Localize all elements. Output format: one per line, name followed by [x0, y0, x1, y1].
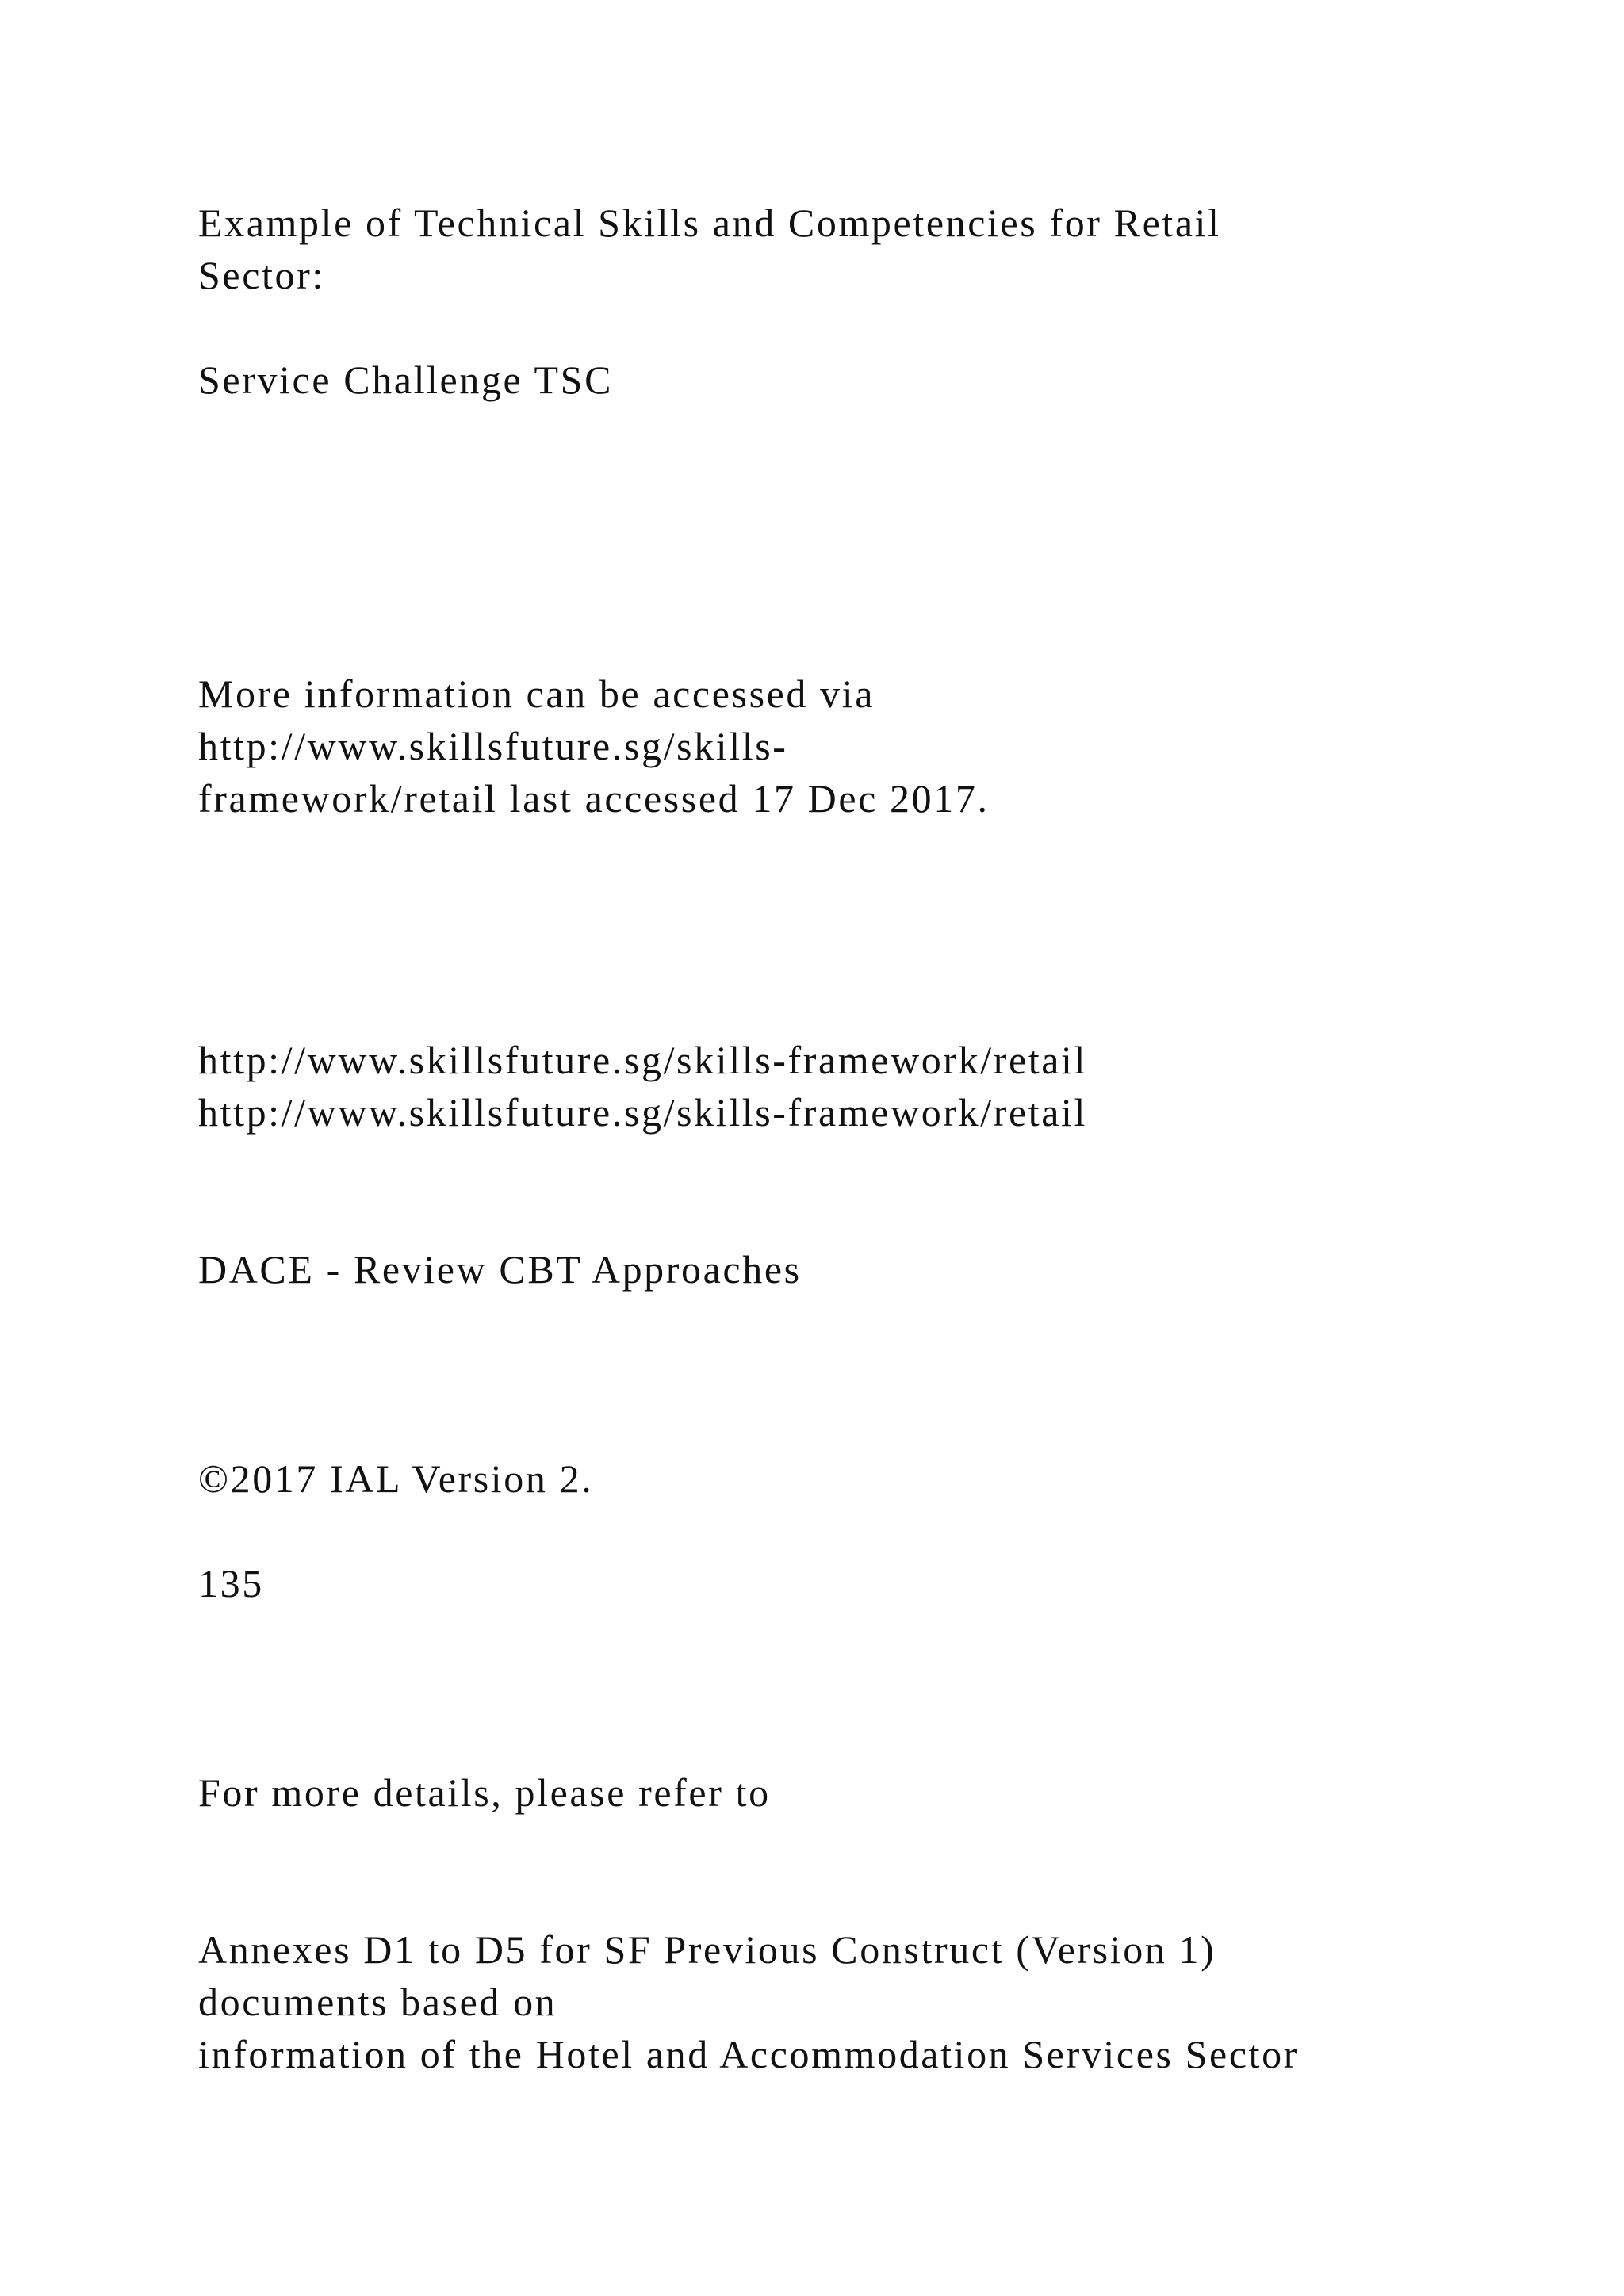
url-link-2[interactable]: http://www.skillsfuture.sg/skills-framework/retail	[198, 1090, 1088, 1135]
annex-line-2: documents based on	[198, 1980, 557, 2024]
annex-line-1: Annexes D1 to D5 for SF Previous Construct (Version 1)	[198, 1927, 1216, 1972]
info-link-line-2[interactable]: http://www.skillsfuture.sg/skills-	[198, 724, 788, 768]
footer-title: DACE - Review CBT Approaches	[198, 1247, 802, 1292]
heading-line-1: Example of Technical Skills and Competencies for Retail	[198, 201, 1221, 245]
info-line-3: framework/retail last accessed 17 Dec 2017.	[198, 776, 990, 821]
subheading: Service Challenge TSC	[198, 358, 614, 402]
page-number: 135	[198, 1561, 264, 1605]
heading-line-2: Sector:	[198, 253, 325, 297]
url-link-1[interactable]: http://www.skillsfuture.sg/skills-framework/retail	[198, 1038, 1088, 1082]
copyright-notice: ©2017 IAL Version 2.	[198, 1456, 594, 1501]
annex-line-3: information of the Hotel and Accommodation Services Sector	[198, 2032, 1299, 2076]
info-line-1: More information can be accessed via	[198, 672, 875, 716]
details-intro: For more details, please refer to	[198, 1770, 771, 1815]
